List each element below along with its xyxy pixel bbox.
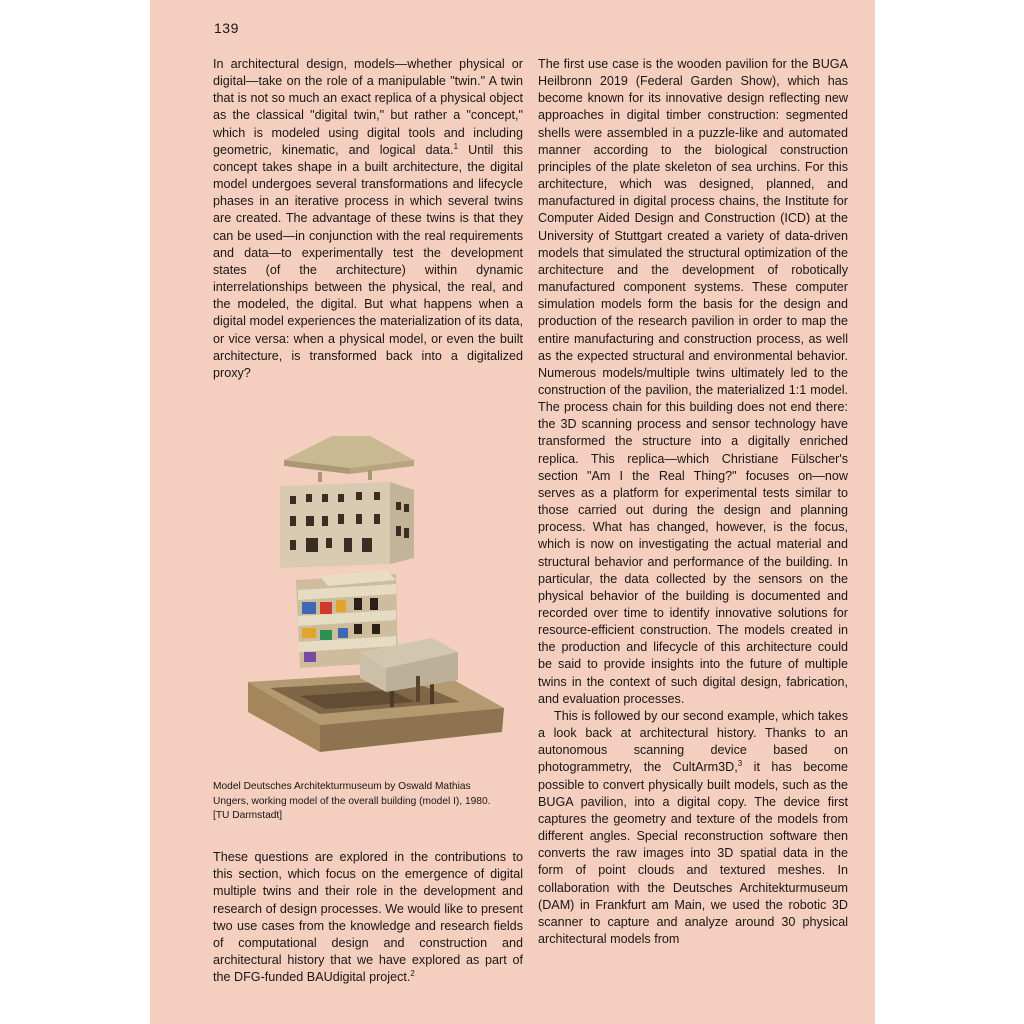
- footnote-marker-2: 2: [410, 969, 415, 979]
- second-example-text-end: it has become possible to convert physically built models, such as the BUGA pavilion, into a digital copy. The device first captures the geometry and texture of the models from different angles. Special reconstruction software then converts the raw images into 3D spatial data in the form of point clouds and textured meshes. In collaboration with the Deutsches Architekturmuseum (DAM) in Frankfurt am Main, we used the robotic 3D scanner to capture and analyze around 30 physical architectural models from: [538, 760, 848, 946]
- footnote-marker-1: 1: [453, 141, 459, 151]
- figure-caption: Model Deutsches Architekturmuseum by Oswald Mathias Ungers, working model of the overall building (model I), 1980. [TU Darmstadt]: [213, 781, 491, 821]
- second-example-text-start: This is followed by our second example, which takes a look back at architectural history. Thanks to an autonomous scanning device based on photogrammetry, the CultArm3D,: [538, 708, 848, 775]
- footnote-marker-3: 3: [737, 759, 743, 769]
- intro-paragraph-text: In architectural design, models—whether physical or digital—take on the role of a manipulable "twin." A twin that is not so much an exact replica of a physical object as the classical "digital twin," but rather a "concept," which is modeled using digital tools and including geometric, kinematic, and logical data.: [213, 57, 523, 157]
- right-column: [538, 56, 848, 948]
- book-page: [150, 0, 875, 1024]
- lower-left-text: [213, 849, 523, 987]
- left-column: [213, 56, 523, 382]
- second-example-paragraph: [538, 708, 848, 948]
- intro-paragraph-continued: Until this concept takes shape in a built architecture, the digital model undergoes several transformations and lifecycle phases in an iterative process in which several twins are created. The advantage of these twins is that they can be used—in conjunction with the real requirements and data—to experimentally test the development states (of the architecture) within dynamic interrelationships between the physical, the real, and the modeled, the digital. But what happens when a digital model experiences the materialization of its data, or vice versa: when a physical model, or even the built architecture, is transformed back into a digitalized proxy?: [213, 142, 523, 380]
- section-intro-text: These questions are explored in the contributions to this section, which focus on the emergence of digital multiple twins and their role in the development and research of design processes. We would like to present two use cases from the knowledge and research fields of computational design and construction and architectural history that we have explored as part of the DFG-funded BAUdigital project.: [213, 850, 523, 985]
- intro-paragraph: [213, 56, 523, 382]
- section-intro-paragraph: [213, 849, 523, 987]
- first-use-case-paragraph: The first use case is the wooden pavilion for the BUGA Heilbronn 2019 (Federal Garden Show), which has become known for its innovative design reflecting new approaches in digital timber construction: segmented shells were assembled in a puzzle-like and automated manner according to the biological construction principles of the plate skeleton of sea urchins. For this architecture, which was designed, planned, and manufactured in digital process chains, the Institute for Computer Aided Design and Construction (ICD) at the University of Stuttgart created a variety of data-driven models that simulated the structural optimization of the architecture and the development of robotically manufactured component systems. These computer simulation models form the basis for the design and production of the research pavilion in order to map the entire manufacturing and construction process, as well as the expected structural and environmental behavior. Numerous models/multiple twins ultimately led to the construction of the pavilion, the materialized 1:1 model. The process chain for this building does not end there: the 3D scanning process and sensor technology have transformed the structure into a digitally enriched replica. This replica—which Christiane Fülscher's section "Am I the Real Thing?" focuses on—now serves as a platform for experimental tests similar to those carried out during the design and planning process. What has changed, however, is the focus, which is now on investigating the actual material and structural behavior and performance of the building. In particular, the data collected by the sensors on the physical behavior of the building is documented and recorded over time to identify innovative solutions for resource-efficient construction. The models created in the production and lifecycle of this architecture could be said to provide insights into the future of multiple twins in the context of such digital design, fabrication, and evaluation processes.: [538, 57, 848, 706]
- architecture-model-photo: [240, 430, 512, 760]
- page-number: 139: [214, 20, 239, 36]
- model-upper-block: [280, 482, 390, 568]
